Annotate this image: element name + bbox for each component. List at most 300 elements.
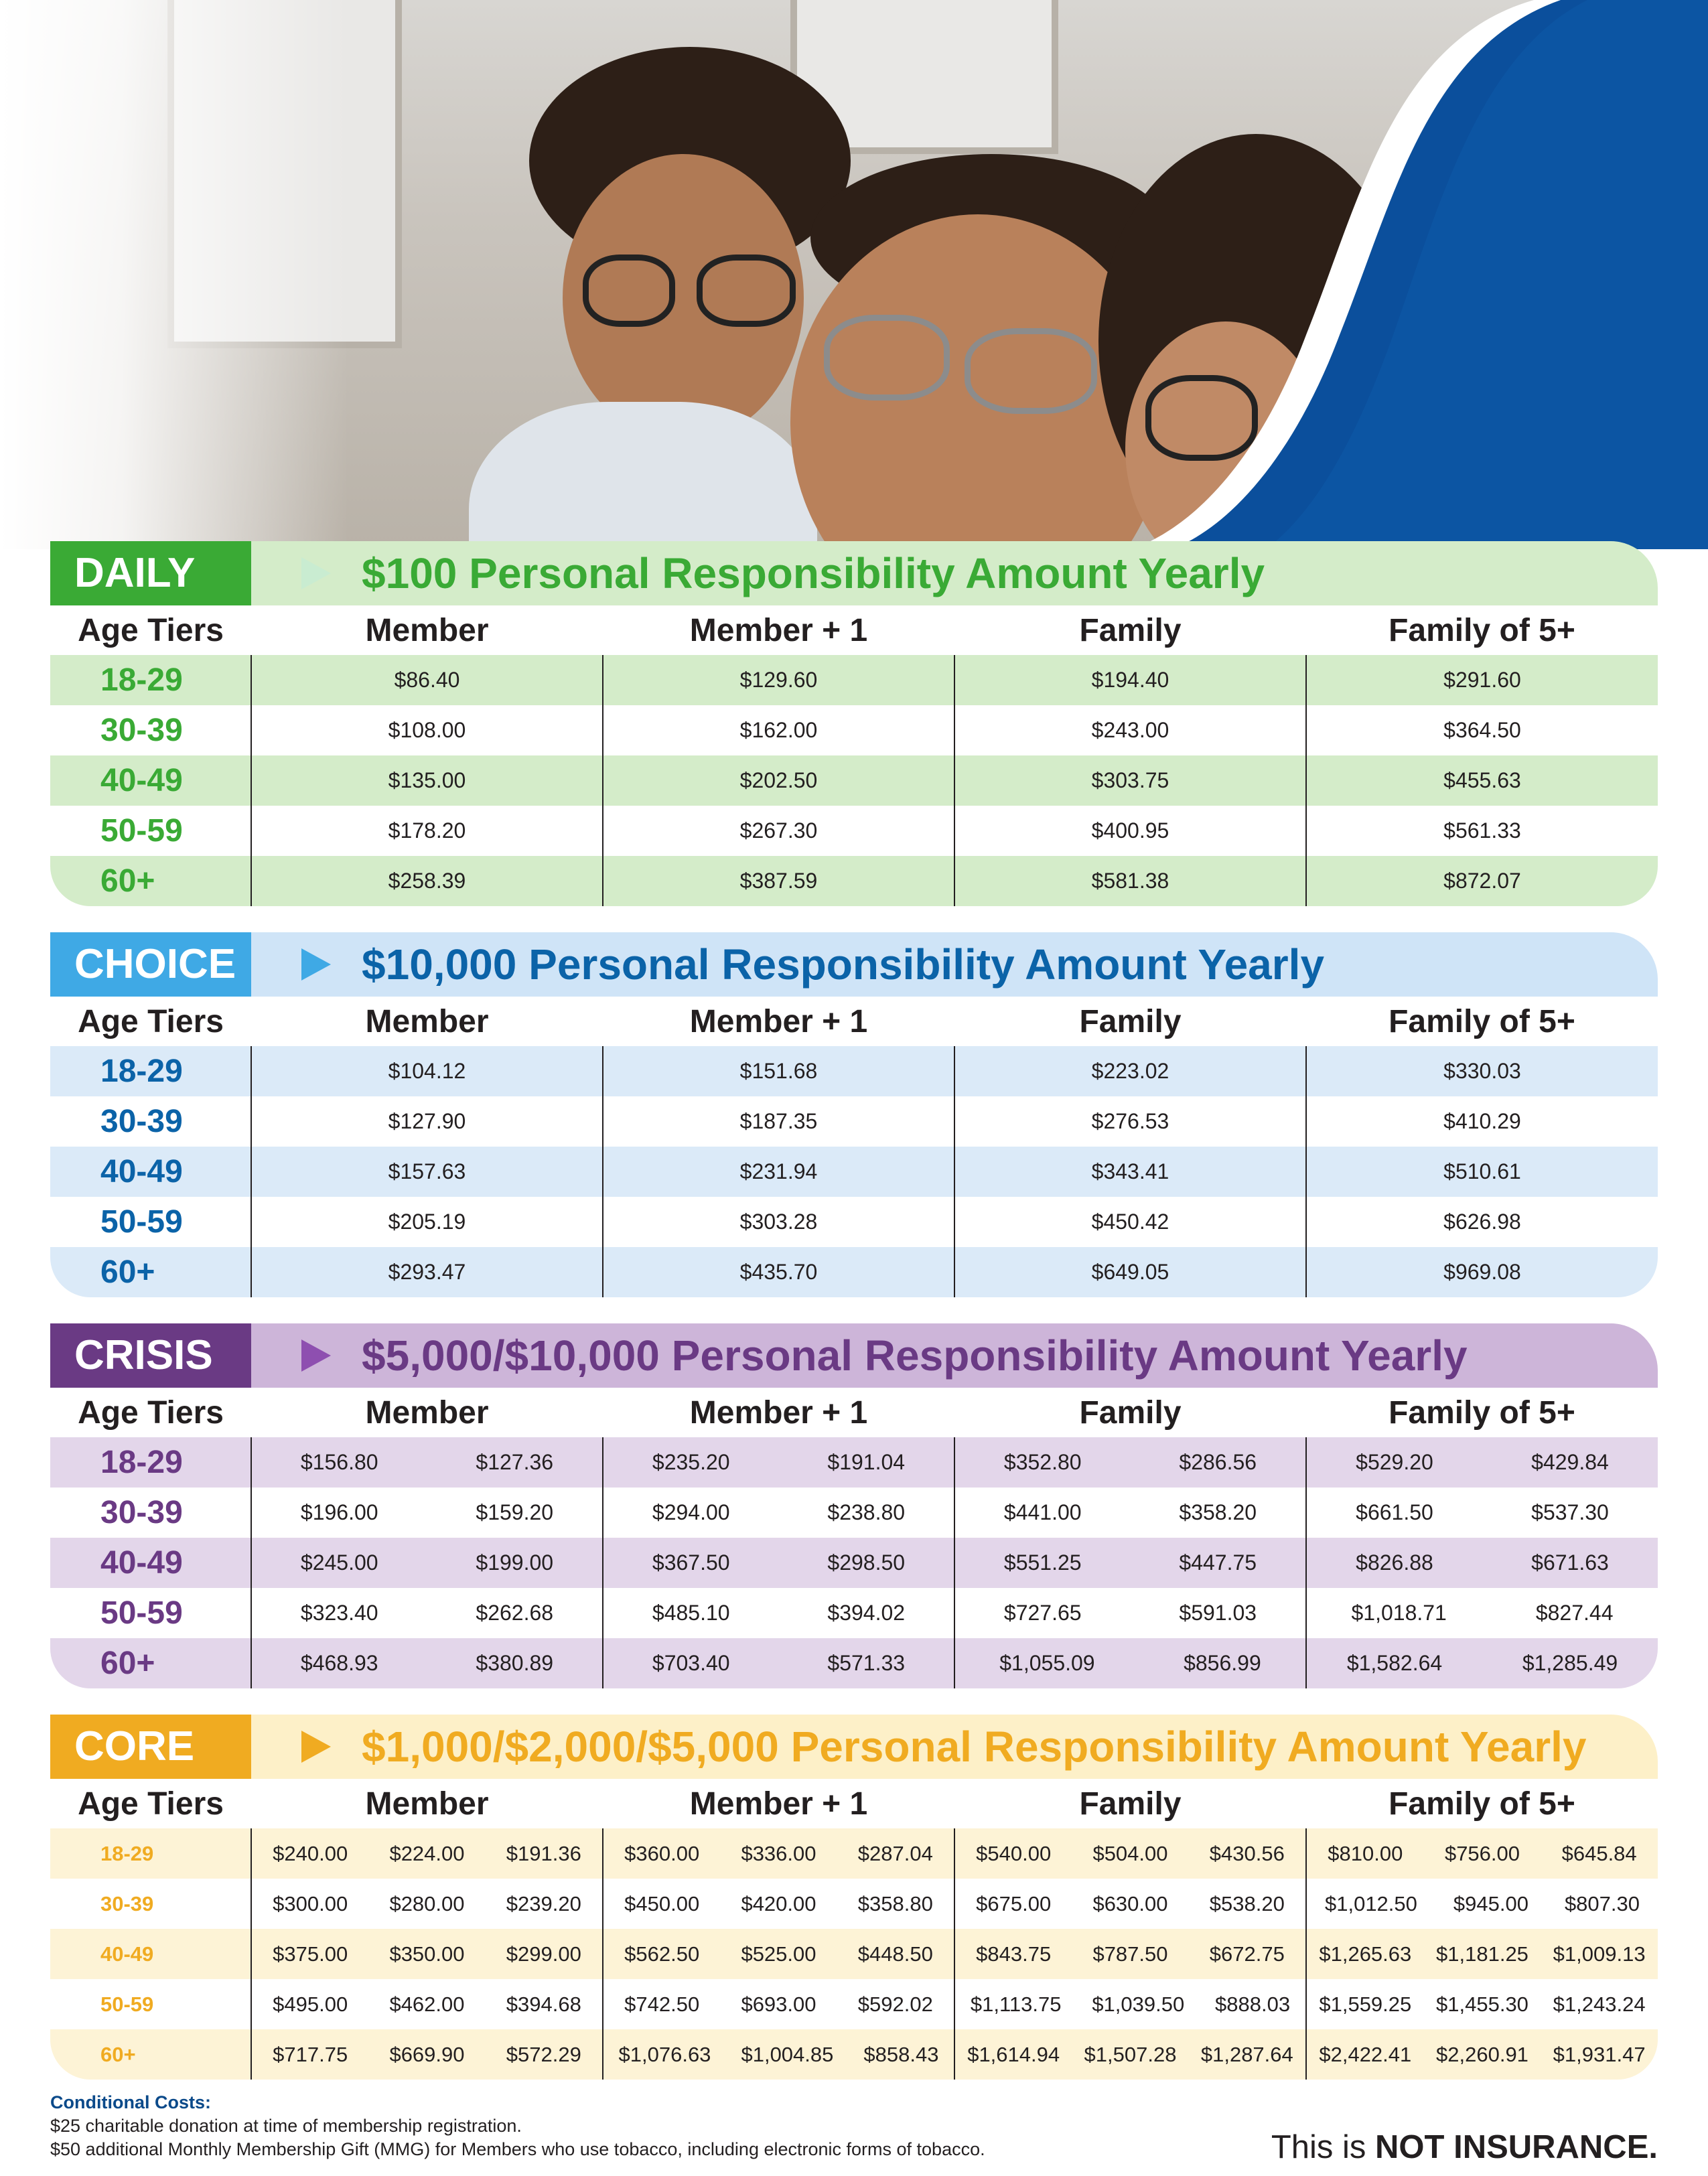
conditional-costs-title: Conditional Costs: bbox=[50, 2092, 211, 2112]
rate-value: $1,287.64 bbox=[1200, 2042, 1293, 2066]
member-column-header: Member bbox=[365, 612, 489, 648]
rate-value: $888.03 bbox=[1215, 1992, 1291, 2016]
age-tier-label: 50-59 bbox=[100, 813, 183, 849]
rate-value: $703.40 bbox=[652, 1651, 730, 1675]
rate-value: $645.84 bbox=[1561, 1841, 1637, 1865]
rate-value: $223.02 bbox=[1091, 1059, 1169, 1083]
arrow-icon bbox=[301, 948, 331, 981]
conditional-cost-line: $50 additional Monthly Membership Gift (MMG) for Members who use tobacco, including electronic forms of tobacco. bbox=[50, 2139, 985, 2159]
member1-rate-cell bbox=[603, 1979, 954, 2029]
family5-column-header: Family of 5+ bbox=[1389, 1394, 1575, 1431]
age-tier-label: 30-39 bbox=[100, 713, 183, 748]
rate-value: $671.63 bbox=[1531, 1550, 1609, 1575]
rate-value: $510.61 bbox=[1443, 1159, 1521, 1183]
photo-fade bbox=[0, 0, 348, 549]
rate-value: $2,260.91 bbox=[1436, 2042, 1528, 2066]
table-row bbox=[50, 856, 1658, 906]
boy-glasses bbox=[583, 255, 675, 327]
rate-value: $298.50 bbox=[827, 1550, 906, 1575]
age-tier-label: 50-59 bbox=[100, 1595, 183, 1631]
rate-value: $675.00 bbox=[976, 1891, 1052, 1915]
arrow-icon bbox=[301, 1731, 331, 1763]
rate-value: $336.00 bbox=[741, 1841, 816, 1865]
family5-rate-cell bbox=[1306, 1879, 1658, 1929]
table-row bbox=[50, 806, 1658, 856]
rate-value: $350.00 bbox=[389, 1942, 465, 1966]
family-rate-cell bbox=[954, 1147, 1306, 1197]
blue-swoosh-shape bbox=[1105, 0, 1708, 549]
daily-plan-header bbox=[50, 541, 1658, 605]
age-tier-label: 60+ bbox=[50, 2029, 251, 2080]
rate-value: $104.12 bbox=[388, 1059, 466, 1083]
plan-name: CHOICE bbox=[50, 932, 251, 997]
member-rate-cell bbox=[251, 1879, 603, 1929]
member1-rate-cell bbox=[603, 1588, 954, 1638]
rate-value: $1,931.47 bbox=[1553, 2042, 1646, 2066]
family-rate-cell bbox=[954, 1247, 1306, 1297]
family-rate-cell bbox=[954, 806, 1306, 856]
family5-rate-cell bbox=[1306, 1197, 1658, 1247]
family-column-header: Family bbox=[1079, 1394, 1182, 1431]
rate-value: $151.68 bbox=[739, 1059, 818, 1083]
rate-value: $380.89 bbox=[476, 1651, 554, 1675]
family5-rate-cell bbox=[1306, 1488, 1658, 1538]
member1-rate-cell bbox=[603, 655, 954, 705]
member-rate-cell bbox=[251, 1247, 603, 1297]
member-rate-cell bbox=[251, 1929, 603, 1979]
rate-value: $1,004.85 bbox=[741, 2042, 834, 2066]
rate-value: $276.53 bbox=[1091, 1109, 1169, 1133]
family-column-header: Family bbox=[1079, 1003, 1182, 1039]
rate-value: $529.20 bbox=[1356, 1450, 1433, 1474]
rate-value: $205.19 bbox=[388, 1210, 466, 1234]
rate-value: $235.20 bbox=[652, 1450, 730, 1474]
age-tier-label: 18-29 bbox=[50, 1046, 251, 1096]
age-tier-label: 50-59 bbox=[100, 1204, 183, 1240]
rate-value: $1,018.71 bbox=[1351, 1601, 1447, 1625]
rate-value: $303.28 bbox=[739, 1210, 818, 1234]
rate-value: $661.50 bbox=[1356, 1500, 1433, 1524]
rate-value: $462.00 bbox=[389, 1992, 465, 2016]
member1-rate-cell bbox=[603, 1879, 954, 1929]
rate-value: $540.00 bbox=[976, 1841, 1052, 1865]
rate-value: $258.39 bbox=[388, 869, 466, 893]
member1-column-header: Member + 1 bbox=[689, 1786, 868, 1822]
table-row bbox=[50, 755, 1658, 806]
member-rate-cell bbox=[251, 655, 603, 705]
rate-value: $504.00 bbox=[1092, 1841, 1168, 1865]
family-rate-cell bbox=[954, 1197, 1306, 1247]
member1-rate-cell bbox=[603, 1096, 954, 1147]
rate-value: $323.40 bbox=[300, 1601, 378, 1625]
rate-value: $447.75 bbox=[1179, 1550, 1257, 1575]
family-column-header: Family bbox=[1079, 612, 1182, 648]
member1-rate-cell bbox=[603, 1929, 954, 1979]
member1-column-header: Member + 1 bbox=[689, 612, 868, 648]
rate-value: $224.00 bbox=[389, 1841, 465, 1865]
family5-rate-cell bbox=[1306, 1046, 1658, 1096]
member1-rate-cell bbox=[603, 1638, 954, 1688]
rate-value: $245.00 bbox=[300, 1550, 378, 1575]
age-tier-label: 30-39 bbox=[100, 1891, 154, 1915]
rate-value: $626.98 bbox=[1443, 1210, 1521, 1234]
rate-value: $538.20 bbox=[1209, 1891, 1285, 1915]
rate-value: $127.90 bbox=[388, 1109, 466, 1133]
family-rate-cell bbox=[954, 1638, 1306, 1688]
boy-glasses bbox=[697, 255, 796, 327]
arrow-icon bbox=[301, 1339, 331, 1372]
member1-rate-cell bbox=[603, 1488, 954, 1538]
rate-value: $455.63 bbox=[1443, 768, 1521, 792]
rate-value: $450.00 bbox=[624, 1891, 700, 1915]
rate-value: $872.07 bbox=[1443, 869, 1521, 893]
age-tier-label: 60+ bbox=[50, 1638, 251, 1688]
rate-value: $756.00 bbox=[1444, 1841, 1520, 1865]
age-tier-label: 18-29 bbox=[50, 1437, 251, 1488]
member1-rate-cell bbox=[603, 1147, 954, 1197]
age-tier-label: 60+ bbox=[50, 1247, 251, 1297]
table-row bbox=[50, 1638, 1658, 1688]
rate-value: $358.20 bbox=[1179, 1500, 1257, 1524]
table-header-row bbox=[50, 1388, 1658, 1437]
rate-value: $1,009.13 bbox=[1553, 1942, 1646, 1966]
member-rate-cell bbox=[251, 1197, 603, 1247]
rate-value: $1,012.50 bbox=[1324, 1891, 1417, 1915]
rate-value: $591.03 bbox=[1179, 1601, 1257, 1625]
rate-value: $231.94 bbox=[739, 1159, 818, 1183]
member-rate-cell bbox=[251, 1538, 603, 1588]
rate-value: $303.75 bbox=[1091, 768, 1169, 792]
table-row bbox=[50, 1929, 1658, 1979]
table-row bbox=[50, 1247, 1658, 1297]
member1-column-header: Member + 1 bbox=[689, 1394, 868, 1431]
plan-title: $100 Personal Responsibility Amount Yearly bbox=[362, 549, 1265, 597]
table-row bbox=[50, 2029, 1658, 2080]
choice-plan-section bbox=[50, 932, 1658, 1297]
table-row bbox=[50, 1538, 1658, 1588]
rate-value: $191.04 bbox=[827, 1450, 906, 1474]
member-rate-cell bbox=[251, 1046, 603, 1096]
member-rate-cell bbox=[251, 1588, 603, 1638]
table-row bbox=[50, 1588, 1658, 1638]
rate-value: $450.42 bbox=[1091, 1210, 1169, 1234]
rate-value: $187.35 bbox=[739, 1109, 818, 1133]
age-tier-label: 18-29 bbox=[50, 1828, 251, 1879]
rate-value: $267.30 bbox=[739, 818, 818, 843]
core-rates-table bbox=[50, 1779, 1658, 2080]
age-tiers-header: Age Tiers bbox=[78, 1003, 224, 1039]
family5-rate-cell bbox=[1306, 755, 1658, 806]
member-rate-cell bbox=[251, 1828, 603, 1879]
table-header-row bbox=[50, 997, 1658, 1046]
rate-value: $561.33 bbox=[1443, 818, 1521, 843]
rate-value: $202.50 bbox=[739, 768, 818, 792]
family5-rate-cell bbox=[1306, 1538, 1658, 1588]
member-rate-cell bbox=[251, 856, 603, 906]
age-tier-label: 30-39 bbox=[100, 1495, 183, 1530]
rate-value: $1,181.25 bbox=[1436, 1942, 1528, 1966]
family-rate-cell bbox=[954, 1096, 1306, 1147]
rate-value: $238.80 bbox=[827, 1500, 906, 1524]
family5-column-header: Family of 5+ bbox=[1389, 612, 1575, 648]
family5-rate-cell bbox=[1306, 1096, 1658, 1147]
family-rate-cell bbox=[954, 755, 1306, 806]
rate-value: $330.03 bbox=[1443, 1059, 1521, 1083]
age-tier-label: 18-29 bbox=[50, 655, 251, 705]
rate-value: $293.47 bbox=[388, 1260, 466, 1284]
rate-value: $669.90 bbox=[389, 2042, 465, 2066]
rate-value: $194.40 bbox=[1091, 668, 1169, 692]
rate-value: $394.68 bbox=[506, 1992, 581, 2016]
family-rate-cell bbox=[954, 1828, 1306, 1879]
plan-name: DAILY bbox=[50, 541, 251, 605]
rate-value: $630.00 bbox=[1092, 1891, 1168, 1915]
rate-value: $352.80 bbox=[1003, 1450, 1082, 1474]
member-rate-cell bbox=[251, 755, 603, 806]
table-row bbox=[50, 655, 1658, 705]
table-row bbox=[50, 1488, 1658, 1538]
member1-rate-cell bbox=[603, 1437, 954, 1488]
family-rate-cell bbox=[954, 1879, 1306, 1929]
rate-value: $86.40 bbox=[394, 668, 460, 692]
family5-rate-cell bbox=[1306, 2029, 1658, 2080]
family-rate-cell bbox=[954, 1979, 1306, 2029]
family-rate-cell bbox=[954, 655, 1306, 705]
family5-column-header: Family of 5+ bbox=[1389, 1786, 1575, 1822]
rate-value: $387.59 bbox=[739, 869, 818, 893]
family5-rate-cell bbox=[1306, 1247, 1658, 1297]
rate-value: $693.00 bbox=[741, 1992, 816, 2016]
member1-rate-cell bbox=[603, 1046, 954, 1096]
hero-photo bbox=[0, 0, 1708, 549]
family-rate-cell bbox=[954, 1538, 1306, 1588]
rate-value: $159.20 bbox=[476, 1500, 554, 1524]
rate-value: $162.00 bbox=[739, 718, 818, 742]
rate-value: $240.00 bbox=[273, 1841, 348, 1865]
rate-value: $1,113.75 bbox=[970, 1992, 1062, 2016]
rate-value: $1,076.63 bbox=[618, 2042, 711, 2066]
rate-value: $299.00 bbox=[506, 1942, 581, 1966]
member-column-header: Member bbox=[365, 1003, 489, 1039]
rate-value: $156.80 bbox=[300, 1450, 378, 1474]
rate-value: $581.38 bbox=[1091, 869, 1169, 893]
family-rate-cell bbox=[954, 2029, 1306, 2080]
member-rate-cell bbox=[251, 1147, 603, 1197]
rate-value: $394.02 bbox=[827, 1601, 906, 1625]
rate-value: $435.70 bbox=[739, 1260, 818, 1284]
rate-value: $199.00 bbox=[476, 1550, 554, 1575]
rate-value: $525.00 bbox=[741, 1942, 816, 1966]
member1-rate-cell bbox=[603, 856, 954, 906]
member1-column-header: Member + 1 bbox=[689, 1003, 868, 1039]
plan-title: $1,000/$2,000/$5,000 Personal Responsibility Amount Yearly bbox=[362, 1723, 1587, 1771]
rate-value: $572.29 bbox=[506, 2042, 581, 2066]
rate-value: $858.43 bbox=[863, 2042, 939, 2066]
age-tier-label: 40-49 bbox=[50, 755, 251, 806]
family5-rate-cell bbox=[1306, 1828, 1658, 1879]
age-tiers-header: Age Tiers bbox=[78, 1786, 224, 1822]
rate-value: $358.80 bbox=[857, 1891, 933, 1915]
family-rate-cell bbox=[954, 1488, 1306, 1538]
rate-value: $843.75 bbox=[976, 1942, 1052, 1966]
member-rate-cell bbox=[251, 1437, 603, 1488]
rate-value: $1,265.63 bbox=[1319, 1942, 1412, 1966]
plan-title: $5,000/$10,000 Personal Responsibility Amount Yearly bbox=[362, 1331, 1468, 1380]
rate-value: $649.05 bbox=[1091, 1260, 1169, 1284]
table-row bbox=[50, 1437, 1658, 1488]
rate-value: $827.44 bbox=[1535, 1601, 1614, 1625]
family5-rate-cell bbox=[1306, 1437, 1658, 1488]
family5-rate-cell bbox=[1306, 806, 1658, 856]
core-plan-header bbox=[50, 1715, 1658, 1779]
family5-rate-cell bbox=[1306, 1979, 1658, 2029]
rate-value: $280.00 bbox=[389, 1891, 465, 1915]
family5-rate-cell bbox=[1306, 705, 1658, 755]
father-glasses bbox=[965, 328, 1097, 414]
core-plan-section bbox=[50, 1715, 1658, 2080]
rate-value: $1,582.64 bbox=[1346, 1651, 1443, 1675]
member1-rate-cell bbox=[603, 1828, 954, 1879]
rate-value: $441.00 bbox=[1003, 1500, 1082, 1524]
rate-value: $294.00 bbox=[652, 1500, 730, 1524]
family-rate-cell bbox=[954, 705, 1306, 755]
family5-rate-cell bbox=[1306, 856, 1658, 906]
crisis-plan-section bbox=[50, 1323, 1658, 1688]
rate-value: $826.88 bbox=[1356, 1550, 1433, 1575]
family5-rate-cell bbox=[1306, 1147, 1658, 1197]
rate-value: $1,614.94 bbox=[967, 2042, 1060, 2066]
rate-value: $742.50 bbox=[624, 1992, 700, 2016]
rate-value: $810.00 bbox=[1328, 1841, 1403, 1865]
table-row bbox=[50, 1197, 1658, 1247]
daily-rates-table bbox=[50, 605, 1658, 906]
rate-value: $1,055.09 bbox=[999, 1651, 1095, 1675]
member-column-header: Member bbox=[365, 1786, 489, 1822]
age-tiers-header: Age Tiers bbox=[78, 1394, 224, 1431]
member1-rate-cell bbox=[603, 705, 954, 755]
family-rate-cell bbox=[954, 1929, 1306, 1979]
crisis-plan-header bbox=[50, 1323, 1658, 1388]
notice-prefix: This is bbox=[1271, 2129, 1376, 2165]
rate-value: $343.41 bbox=[1091, 1159, 1169, 1183]
plan-title: $10,000 Personal Responsibility Amount Yearly bbox=[362, 940, 1325, 989]
conditional-cost-line: $25 charitable donation at time of membership registration. bbox=[50, 2116, 522, 2136]
table-row bbox=[50, 1096, 1658, 1147]
member-rate-cell bbox=[251, 1638, 603, 1688]
rate-value: $1,285.49 bbox=[1522, 1651, 1618, 1675]
family-rate-cell bbox=[954, 1046, 1306, 1096]
member-rate-cell bbox=[251, 806, 603, 856]
member1-rate-cell bbox=[603, 1197, 954, 1247]
rate-value: $571.33 bbox=[827, 1651, 906, 1675]
rate-value: $429.84 bbox=[1531, 1450, 1609, 1474]
choice-rates-table bbox=[50, 997, 1658, 1297]
rate-value: $945.00 bbox=[1453, 1891, 1528, 1915]
rate-value: $1,243.24 bbox=[1553, 1992, 1646, 2016]
family5-rate-cell bbox=[1306, 1588, 1658, 1638]
father-glasses bbox=[824, 315, 950, 401]
rate-value: $135.00 bbox=[388, 768, 466, 792]
table-header-row bbox=[50, 1779, 1658, 1828]
rate-value: $672.75 bbox=[1209, 1942, 1285, 1966]
member-rate-cell bbox=[251, 2029, 603, 2080]
member1-rate-cell bbox=[603, 1538, 954, 1588]
boy-shirt bbox=[469, 402, 817, 549]
rate-value: $2,422.41 bbox=[1319, 2042, 1412, 2066]
rate-value: $108.00 bbox=[388, 718, 466, 742]
rate-value: $375.00 bbox=[273, 1942, 348, 1966]
table-row bbox=[50, 1147, 1658, 1197]
family-rate-cell bbox=[954, 1588, 1306, 1638]
rate-value: $129.60 bbox=[739, 668, 818, 692]
rate-value: $562.50 bbox=[624, 1942, 700, 1966]
rate-value: $717.75 bbox=[273, 2042, 348, 2066]
family5-rate-cell bbox=[1306, 1638, 1658, 1688]
table-row bbox=[50, 705, 1658, 755]
rate-value: $551.25 bbox=[1003, 1550, 1082, 1575]
rate-value: $364.50 bbox=[1443, 718, 1521, 742]
rate-value: $807.30 bbox=[1564, 1891, 1640, 1915]
table-header-row bbox=[50, 605, 1658, 655]
family-column-header: Family bbox=[1079, 1786, 1182, 1822]
rate-value: $178.20 bbox=[388, 818, 466, 843]
rate-value: $300.00 bbox=[273, 1891, 348, 1915]
rate-value: $1,507.28 bbox=[1084, 2042, 1177, 2066]
age-tier-label: 40-49 bbox=[50, 1147, 251, 1197]
rate-value: $243.00 bbox=[1091, 718, 1169, 742]
rate-value: $420.00 bbox=[741, 1891, 816, 1915]
daily-plan-section bbox=[50, 541, 1658, 906]
member1-rate-cell bbox=[603, 1247, 954, 1297]
family-rate-cell bbox=[954, 856, 1306, 906]
arrow-icon bbox=[301, 557, 331, 589]
rate-value: $286.56 bbox=[1179, 1450, 1257, 1474]
rate-value: $400.95 bbox=[1091, 818, 1169, 843]
age-tiers-header: Age Tiers bbox=[78, 612, 224, 648]
table-row bbox=[50, 1979, 1658, 2029]
table-row bbox=[50, 1046, 1658, 1096]
not-insurance-notice bbox=[1271, 2128, 1658, 2166]
rate-value: $592.02 bbox=[857, 1992, 933, 2016]
rate-value: $448.50 bbox=[857, 1942, 933, 1966]
member1-rate-cell bbox=[603, 755, 954, 806]
age-tier-label: 40-49 bbox=[50, 1538, 251, 1588]
rate-value: $1,559.25 bbox=[1319, 1992, 1412, 2016]
age-tier-label: 60+ bbox=[50, 856, 251, 906]
age-tier-label: 30-39 bbox=[100, 1104, 183, 1139]
member-rate-cell bbox=[251, 705, 603, 755]
rate-value: $969.08 bbox=[1443, 1260, 1521, 1284]
plan-name: CRISIS bbox=[50, 1323, 251, 1388]
rate-value: $287.04 bbox=[857, 1841, 933, 1865]
rate-value: $537.30 bbox=[1531, 1500, 1609, 1524]
family5-rate-cell bbox=[1306, 1929, 1658, 1979]
rate-value: $856.99 bbox=[1184, 1651, 1261, 1675]
rate-value: $262.68 bbox=[476, 1601, 554, 1625]
table-row bbox=[50, 1828, 1658, 1879]
member1-rate-cell bbox=[603, 806, 954, 856]
rate-value: $291.60 bbox=[1443, 668, 1521, 692]
member1-rate-cell bbox=[603, 2029, 954, 2080]
age-tier-label: 40-49 bbox=[50, 1929, 251, 1979]
rate-value: $196.00 bbox=[300, 1500, 378, 1524]
rate-value: $430.56 bbox=[1209, 1841, 1285, 1865]
family5-column-header: Family of 5+ bbox=[1389, 1003, 1575, 1039]
family5-rate-cell bbox=[1306, 655, 1658, 705]
rate-value: $191.36 bbox=[506, 1841, 581, 1865]
rate-value: $239.20 bbox=[506, 1891, 581, 1915]
rate-value: $485.10 bbox=[652, 1601, 730, 1625]
